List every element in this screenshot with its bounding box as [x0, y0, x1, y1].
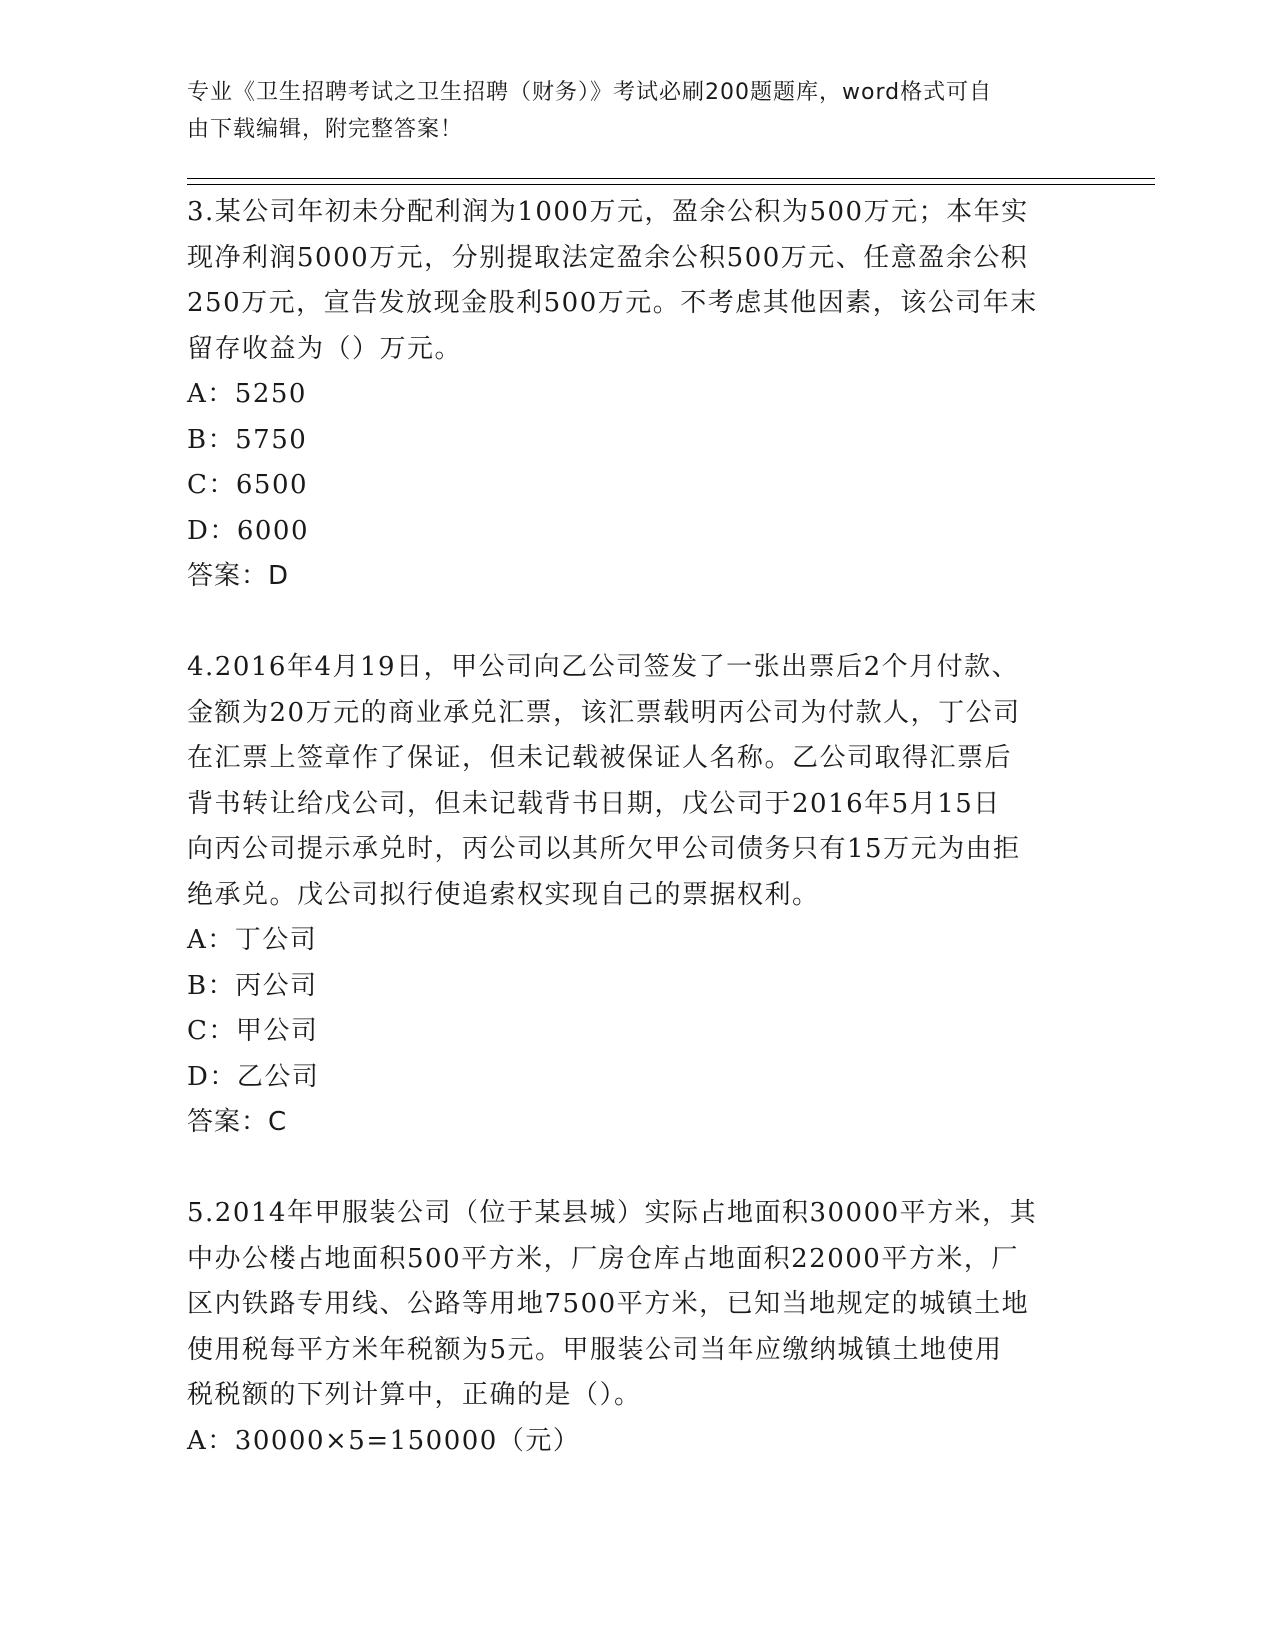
question-5 — [187, 1191, 1087, 1464]
header-divider-bottom — [187, 184, 1155, 185]
question-stem-line: 区内铁路专用线、公路等用地7500平方米，已知当地规定的城镇土地 — [187, 1289, 1030, 1319]
question-stem-line: 留存收益为（）万元。 — [187, 333, 463, 364]
question-stem-line: 现净利润5000万元，分别提取法定盈余公积500万元、任意盈余公积 — [187, 242, 1029, 273]
question-spacer — [187, 1145, 1087, 1191]
option-a: A：5250 — [187, 379, 307, 409]
question-stem-line: 税税额的下列计算中，正确的是（）。 — [187, 1380, 642, 1410]
option-c: C：甲公司 — [187, 1016, 319, 1046]
question-4 — [187, 645, 1087, 1145]
option-a: A：30000×5=150000（元） — [187, 1425, 581, 1456]
answer: 答案：D — [187, 561, 290, 591]
question-stem-line: 使用税每平方米年税额为5元。甲服装公司当年应缴纳城镇土地使用 — [187, 1334, 1003, 1365]
option-d: D：乙公司 — [187, 1061, 320, 1092]
option-b: B：5750 — [187, 424, 308, 455]
question-stem-line: 金额为20万元的商业承兑汇票，该汇票载明丙公司为付款人，丁公司 — [187, 697, 1021, 728]
option-b: B：丙公司 — [187, 970, 318, 1001]
answer: 答案：C — [187, 1107, 288, 1137]
question-stem-line: 3.某公司年初未分配利润为1000万元，盈余公积为500万元；本年实 — [187, 197, 1029, 227]
question-spacer — [187, 599, 1087, 645]
question-stem-line: 背书转让给戊公司，但未记载背书日期，戊公司于2016年5月15日 — [187, 788, 1001, 819]
option-a: A：丁公司 — [187, 925, 318, 955]
question-stem-line: 绝承兑。戊公司拟行使追索权实现自己的票据权利。 — [187, 879, 820, 910]
option-c: C：6500 — [187, 470, 309, 500]
header-divider-top — [187, 178, 1155, 179]
header-line-1: 专业《卫生招聘考试之卫生招聘（财务）》考试必刷200题题库，word格式可自 — [187, 80, 993, 105]
option-d: D：6000 — [187, 515, 310, 546]
question-stem-line: 在汇票上签章作了保证，但未记载被保证人名称。乙公司取得汇票后 — [187, 743, 1013, 773]
document-header — [187, 74, 1067, 148]
question-stem-line: 4.2016年4月19日，甲公司向乙公司签发了一张出票后2个月付款、 — [187, 652, 1020, 682]
question-stem-line: 向丙公司提示承兑时，丙公司以其所欠甲公司债务只有15万元为由拒 — [187, 834, 1021, 864]
header-line-2: 由下载编辑，附完整答案！ — [187, 117, 464, 142]
question-stem-line: 中办公楼占地面积500平方米，厂房仓库占地面积22000平方米，厂 — [187, 1243, 1019, 1274]
question-stem-line: 5.2014年甲服装公司（位于某县城）实际占地面积30000平方米，其 — [187, 1198, 1038, 1228]
question-stem-line: 250万元，宣告发放现金股利500万元。不考虑其他因素，该公司年末 — [187, 288, 1038, 318]
question-list — [187, 190, 1087, 1464]
question-3 — [187, 190, 1087, 599]
